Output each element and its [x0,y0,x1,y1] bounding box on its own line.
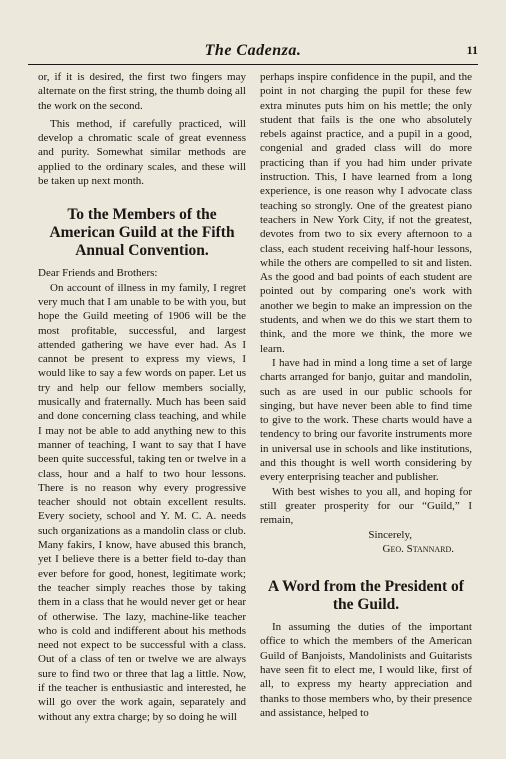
paragraph-president: In assuming the duties of the important office to which the members of the American Guild of Banjoists, Mandolinists and Guitarists have seen fit to elect me, I would like, first of all, to express my hearty appreciation and thanks to those members who, by their presence and assistance, helped to [260,621,472,719]
letter-closing: Sincerely, [368,528,412,541]
right-column [260,70,472,720]
page-number: 11 [466,43,478,57]
article-heading-president: A Word from the President of the Guild. [268,578,464,614]
running-title: The Cadenza. [204,42,302,59]
header-rule [28,64,478,65]
paragraph-charts: I have had in mind a long time a set of large charts arranged for banjo, guitar and mandolin, such as are used in our public schools for singing, but have never been able to find time to give to the work. These charts would have a tendency to bring our favorite instruments more in universal use in schools and like institutions, and this thought is well worth considering by every enterprising teacher and publisher. [260,356,472,484]
paragraph-method: This method, if carefully practiced, will develop a chromatic scale of great evenness and purity. Somewhat similar methods are applied to the ordinary scales, and these will be taken up next month. [38,117,246,188]
page-header [28,40,478,62]
paragraph-letter-body: On account of illness in my family, I regret very much that I am unable to be with you, but hope the Guild meeting of 1906 will be the most profitable, successful, and largest attended gathering we have ever had. As I cannot be present to express my views, I would like to say a few words on paper. Let us try and help our fellow members socially, musically and fraternally. Much has been said and done concerning class teaching, and while I may not be able to add anything new to this manner of teaching, I want to say that I have been quite successful, taking ten or twelve in a class, hour and a half to two hour lessons. There is no reason why every progressive teacher should not obtain excellent results. Every society, school and Y. M. C. A. needs such organizations as a mandolin class or club. Many fakirs, I know, have abused this branch, yet I believe there is a better field to-day than ever before for good, honest, legitimate work; the teacher simply reaches those by taking them in a class that he would never get or hear of otherwise. The lazy, machine-like teacher who is cold and indifferent about his methods need not expect to be successful with a class. Out of a class of ten or twelve we are always sure to find two or three that lag a little. Now, if the teacher is enthusiastic and interested, he will go over the work again, separately and without any extra charge; by so doing he will [38,281,246,723]
letter-signature: Geo. Stannard. [382,542,454,555]
article-heading-convention: To the Members of the American Guild at the Fifth Annual Convention. [49,206,235,260]
paragraph-wishes: With best wishes to you all, and hoping for still greater prosperity for our “Guild,” I remain, [260,485,472,527]
paragraph-continued: or, if it is desired, the first two fingers may alternate on the first string, the thumb doing all the work on the second. [38,71,246,112]
salutation: Dear Friends and Brothers: [38,267,158,280]
paragraph-letter-continued: perhaps inspire confidence in the pupil, and the point in not charging the pupil for these few extra minutes puts him on his mettle; the only student that fails is the one who absolutely rebels against practice, and a pupil in a good, congenial and graded class will do more practicing than if you had him under private instruction. This, I have learned from a long experience, is one reason why I advocate class teaching so strongly. One of the greatest piano teachers in New York City, if not the greatest, devotes from two to six every afternoon to a class, each student receiving half-hour lessons, while the others are compelled to sit and listen. As the good and bad points of each student are pointed out by comparing one's work with another we begin to make an impression on the students, and when we do this we start them to think, and the more we think, the more we learn. [260,71,472,355]
left-column [38,70,246,724]
